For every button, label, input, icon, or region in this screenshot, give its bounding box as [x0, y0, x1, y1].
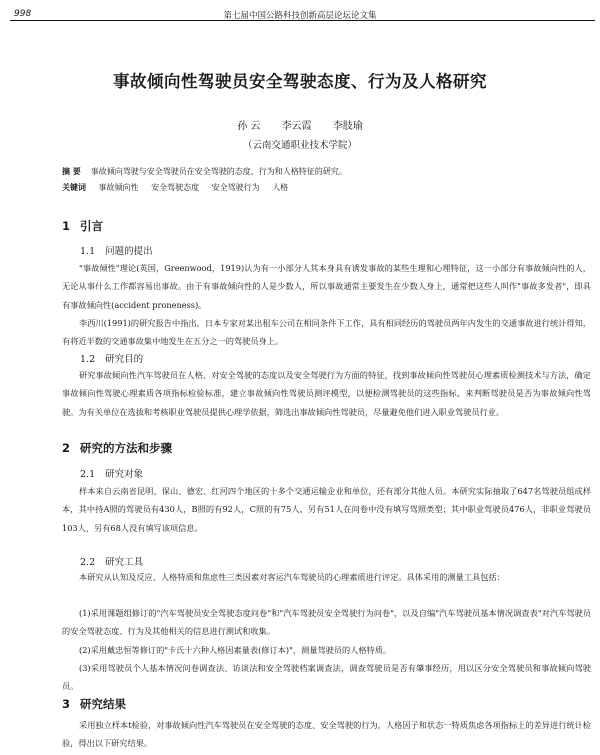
running-header [0, 6, 600, 26]
author-name: 孙 云 [237, 121, 261, 132]
section-title: 引言 [80, 219, 104, 233]
section-title: 研究结果 [80, 697, 127, 711]
body-paragraph: (1)采用课题组修订的"汽车驾驶员安全驾驶态度问卷"和"汽车驾驶员安全驾驶行为问卷"，以及自编"汽车驾驶员基本情况调查表"对汽车驾驶员的安全驾驶态度、行为及其他相关的信息进行测试和收集。 [62, 608, 591, 637]
subsection-title: 研究对象 [105, 469, 144, 480]
author-name: 李肢瑜 [332, 121, 363, 132]
subsection-heading [80, 466, 143, 480]
subsection-number: 1.1 [80, 246, 96, 257]
section-heading [62, 696, 126, 712]
subsection-title: 问题的提出 [105, 246, 153, 257]
keyword: 人格 [272, 183, 289, 192]
journal-title: 第七届中国公路科技创新高层论坛论文集 [223, 11, 377, 21]
body-paragraph: 研究事故倾向性汽车驾驶员在人格、对安全驾驶的态度以及安全驾驶行为方面的特征，找到事故倾向性驾驶员心理素质检测技术与方法，确定事故倾向性驾驶心理素质各项指标检验标准，建立事故倾向性驾驶员测评模型，以便检测驾驶员的这些指标，来判断驾驶员是否为事故倾向性驾驶。为有关单位在选拔和考核职业驾驶员提供心理学依据，筛选出事故倾向性驾驶员，尽量避免他们进入职业驾驶员行业。 [62, 370, 591, 417]
page-number: 998 [14, 9, 32, 19]
body-paragraph: 本研究从认知及反应、人格特质和焦虑性三类因素对客运汽车驾驶员的心理素质进行评定。具体采用的测量工具包括： [79, 572, 505, 582]
section-number: 3 [62, 697, 71, 711]
section-heading [62, 440, 172, 456]
body-paragraph: 采用独立样本t检验，对事故倾向性汽车驾驶员在安全驾驶的态度、安全驾驶的行为，人格因子和状态一特质焦虑各项指标上的差异进行统计检验，得出以下研究结果。 [62, 720, 591, 749]
section-number: 1 [62, 219, 71, 233]
header-rule [10, 20, 595, 21]
subsection-heading [80, 554, 143, 568]
abstract-text: 事故倾向驾驶与安全驾驶员在安全驾驶的态度、行为和人格特征的研究。 [90, 167, 347, 176]
keywords-label: 关键词 [62, 183, 86, 192]
section-heading [62, 218, 103, 234]
body-paragraph: 样本来自云南省昆明、保山、德宏、红河四个地区的十多个交通运输企业和单位，还有部分其他人员。本研究实际抽取了647名驾驶员组成样本，其中持A照的驾驶员有430人，B照的有92人，C照的有75人，另有51人在问卷中没有填写驾照类型；其中职业驾驶员476人，非职业驾驶员103人，另有68人没有填写该项信息。 [62, 486, 591, 533]
subsection-title: 研究工具 [105, 557, 144, 568]
keywords [62, 182, 582, 193]
keyword: 安全驾驶态度 [151, 183, 200, 192]
abstract-label: 摘 要 [62, 167, 81, 176]
affiliation: （云南交通职业技术学院） [242, 140, 357, 151]
paper-title: 事故倾向性驾驶员安全驾驶态度、行为及人格研究 [113, 72, 487, 91]
keyword: 事故倾向性 [98, 183, 139, 192]
body-paragraph: (2)采用戴忠恒等修订的"卡氏十六种人格因素量表(修订本)"，测量驾驶员的人格特质。 [79, 645, 392, 655]
subsection-number: 2.1 [80, 469, 96, 480]
keyword: 安全驾驶行为 [211, 183, 260, 192]
body-paragraph: (3)采用驾驶员个人基本情况问卷调查法、访谈法和安全驾驶档案调查法，调查驾驶员是否有肇事经历，用以区分安全驾驶员和事故倾向驾驶员。 [62, 663, 591, 692]
body-paragraph: 李西川(1991)的研究报告中指出，日本专家对某出租车公司在相同条件下工作，具有相同经历的驾驶员两年内发生的交通事故进行统计得知，有将近半数的交通事故集中地发生在五分之一的驾驶员身上。 [62, 318, 591, 347]
body-paragraph: "事故倾性"理论(英国，Greenwood，1919)认为有一小部分人其本身具有诱发事故的某些生理和心理特征，这一小部分有事故倾向性的人，无论从事什么工作都容易出事故。由于有事故倾向性的人是少数人，所以事故通常主要发生在少数人身上，通常把这些人叫作"事故多发者"，即具有事故倾向性(accident proneness)。 [62, 263, 591, 310]
subsection-heading [80, 351, 143, 365]
subsection-number: 1.2 [80, 354, 96, 365]
author-list [0, 117, 600, 132]
section-title: 研究的方法和步骤 [80, 441, 173, 455]
subsection-title: 研究目的 [105, 354, 144, 365]
abstract [62, 166, 582, 177]
author-name: 李云霞 [281, 121, 312, 132]
subsection-heading [80, 243, 153, 257]
section-number: 2 [62, 441, 71, 455]
subsection-number: 2.2 [80, 557, 96, 568]
